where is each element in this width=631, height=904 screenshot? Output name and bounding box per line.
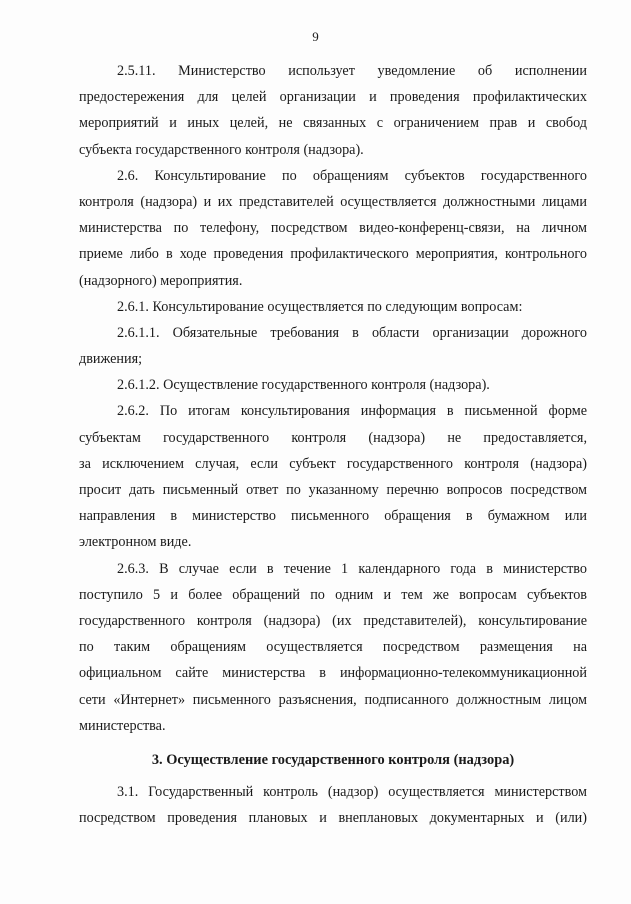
paragraph-2-6-1-2	[79, 372, 587, 398]
text-line: за исключением случая, если субъект государственного контроля (надзора)	[79, 455, 587, 472]
text-line: государственного контроля (надзора) (их представителей), консультирование	[79, 612, 587, 629]
text-line: сети «Интернет» письменного разъяснения, подписанного должностным лицом	[79, 691, 587, 708]
text-line: движения;	[79, 351, 143, 368]
paragraph-2-6-3	[79, 556, 587, 739]
text-line: 2.6.1.2. Осуществление государственного контроля (надзора).	[117, 377, 490, 394]
paragraph-3-1	[79, 779, 587, 831]
text-line: 2.6. Консультирование по обращениям субъектов государственного	[117, 167, 587, 184]
document-body	[79, 58, 587, 831]
text-line: предостережения для целей организации и проведения профилактических	[79, 89, 587, 106]
text-line: (надзорного) мероприятия.	[79, 272, 243, 289]
text-line: 2.6.2. По итогам консультирования информация в письменной форме	[117, 403, 587, 420]
text-line: субъектам государственного контроля (надзора) не предоставляется,	[79, 429, 587, 446]
text-line: субъекта государственного контроля (надзора).	[79, 141, 364, 158]
text-line: 3.1. Государственный контроль (надзор) осуществляется министерством	[117, 783, 587, 800]
text-line: электронном виде.	[79, 534, 192, 551]
text-line: 2.6.3. В случае если в течение 1 календарного года в министерство	[117, 560, 587, 577]
text-line: официальном сайте министерства в информационно-телекоммуникационной	[79, 665, 587, 682]
text-line: 2.5.11. Министерство использует уведомление об исполнении	[117, 63, 587, 79]
text-line: 2.6.1. Консультирование осуществляется по следующим вопросам:	[117, 298, 523, 315]
paragraph-2-6-1	[79, 294, 587, 320]
text-line: посредством проведения плановых и внеплановых документарных и (или)	[79, 810, 587, 827]
section-heading: 3. Осуществление государственного контроля (надзора)	[151, 751, 515, 768]
paragraph-2-6	[79, 163, 587, 294]
text-line: министерства.	[79, 717, 166, 734]
text-line: контроля (надзора) и их представителей осуществляется должностными лицами	[79, 193, 587, 210]
text-line: приеме либо в ходе проведения профилактического мероприятия, контрольного	[79, 246, 587, 263]
text-line: по таким обращениям осуществляется посредством размещения на	[79, 639, 587, 656]
text-line: поступило 5 и более обращений по одним и тем же вопросам субъектов	[79, 586, 587, 603]
paragraph-2-6-2	[79, 398, 587, 555]
text-line: 2.6.1.1. Обязательные требования в области организации дорожного	[117, 324, 587, 341]
text-line: министерства по телефону, посредством видео-конференц-связи, на личном	[79, 220, 587, 237]
text-line: просит дать письменный ответ по указанному перечню вопросов посредством	[79, 482, 587, 498]
text-line: мероприятий и иных целей, не связанных с ограничением прав и свобод	[79, 115, 587, 132]
text-line: направления в министерство письменного обращения в бумажном или	[79, 508, 587, 525]
page-number: 9	[312, 29, 319, 44]
paragraph-2-5-11	[79, 58, 587, 163]
paragraph-2-6-1-1	[79, 320, 587, 372]
